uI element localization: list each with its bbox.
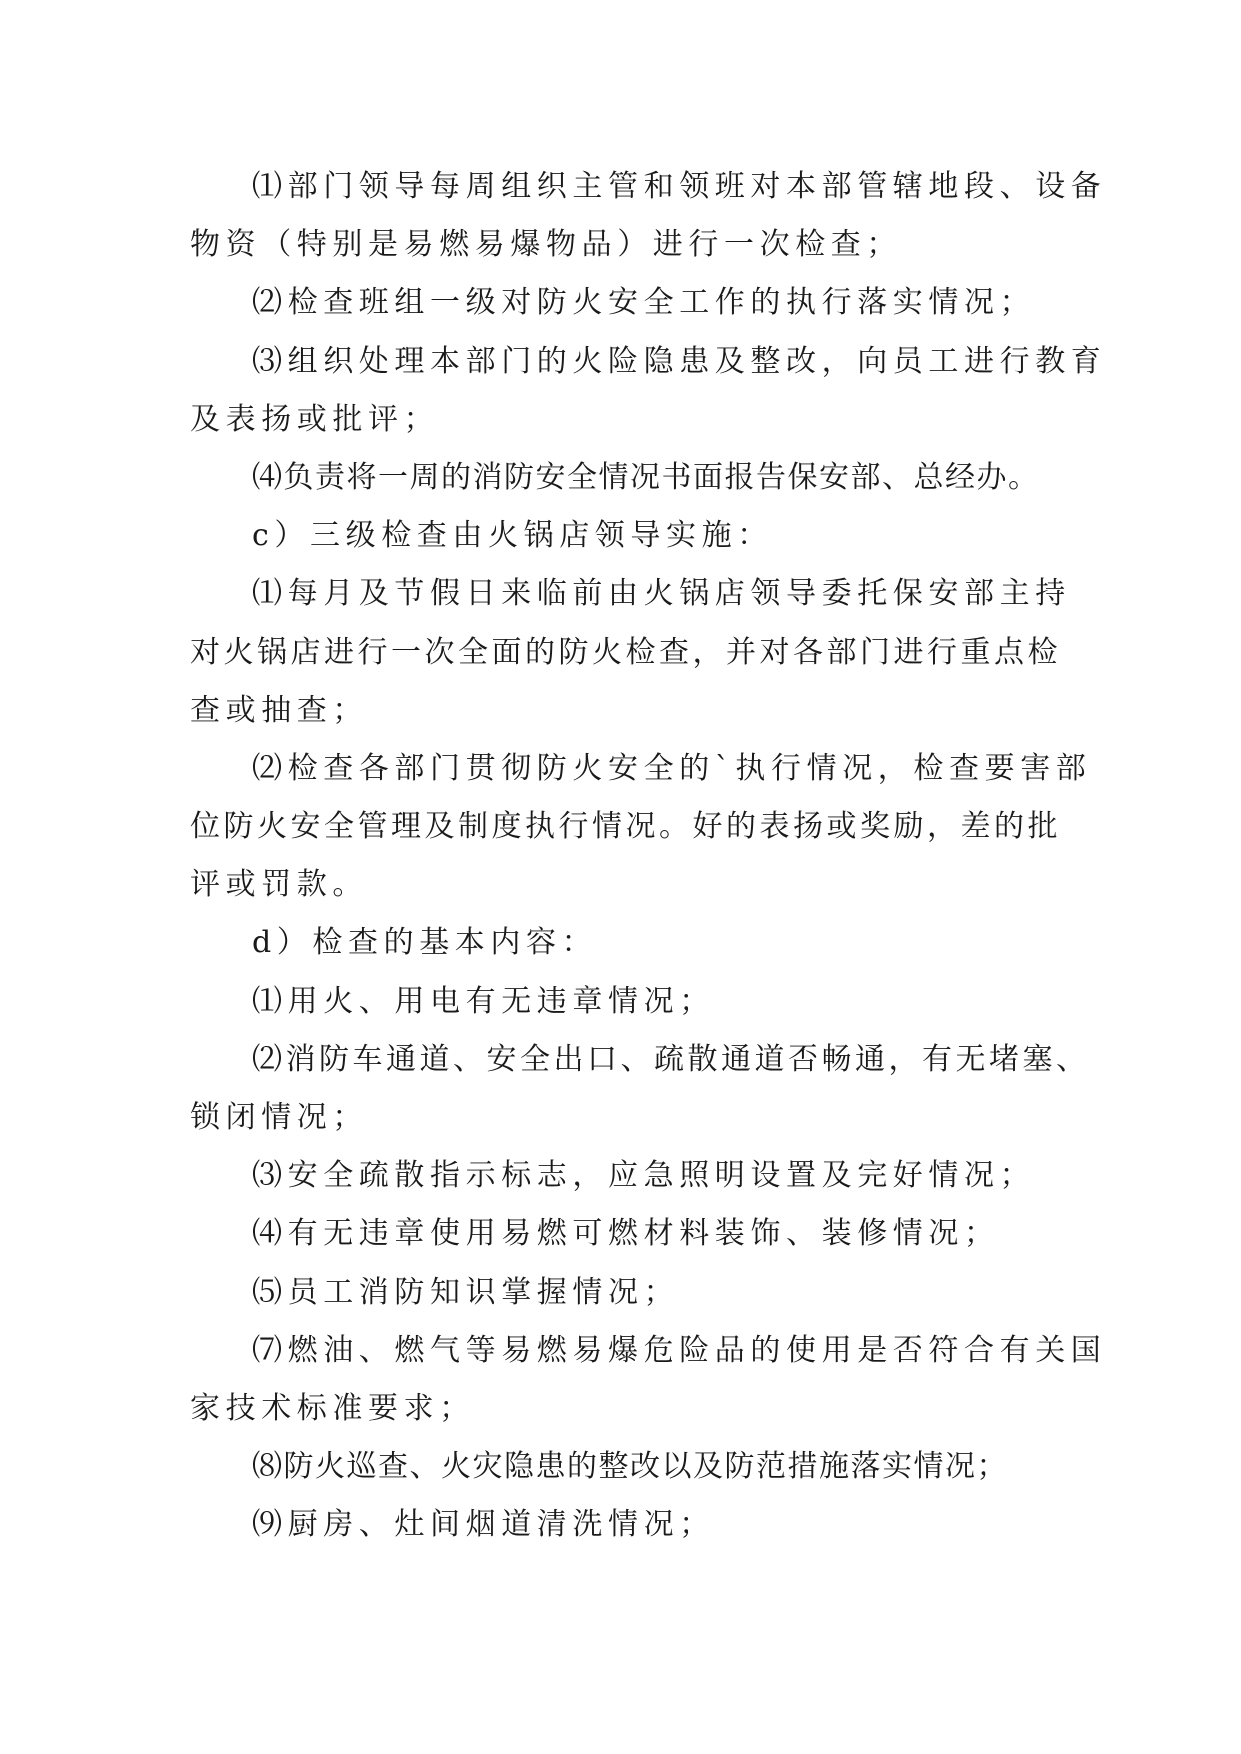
text-line: c）三级检查由火锅店领导实施： bbox=[252, 518, 773, 554]
text-line: 位防火安全管理及制度执行情况。好的表扬或奖励，差的批 bbox=[190, 809, 1061, 845]
text-line: 评或罚款。 bbox=[190, 867, 368, 903]
text-line: 物资（特别是易燃易爆物品）进行一次检查； bbox=[190, 227, 902, 263]
text-line: 对火锅店进行一次全面的防火检查，并对各部门进行重点检 bbox=[190, 634, 1061, 670]
text-line: ⑻防火巡查、火灾隐患的整改以及防范措施落实情况； bbox=[252, 1449, 1008, 1485]
text-line: ⑵检查各部门贯彻防火安全的`执行情况，检查要害部 bbox=[252, 750, 1092, 786]
text-line: 家技术标准要求； bbox=[190, 1390, 475, 1426]
text-line: ⑵检查班组一级对防火安全工作的执行落实情况； bbox=[252, 285, 1036, 321]
text-line: ⑵消防车通道、安全出口、疏散通道否畅通，有无堵塞、 bbox=[252, 1041, 1090, 1077]
text-line: ⑶安全疏散指示标志，应急照明设置及完好情况； bbox=[252, 1158, 1036, 1194]
document-body bbox=[190, 158, 1107, 1555]
text-line: ⑴每月及节假日来临前由火锅店领导委托保安部主持 bbox=[252, 576, 1071, 612]
text-line: 查或抽查； bbox=[190, 692, 368, 728]
text-line: ⑴用火、用电有无违章情况； bbox=[252, 983, 715, 1019]
text-line: ⑺燃油、燃气等易燃易爆危险品的使用是否符合有关国 bbox=[252, 1332, 1107, 1368]
text-line: 及表扬或批评； bbox=[190, 401, 440, 437]
text-line: ⑷负责将一周的消防安全情况书面报告保安部、总经办。 bbox=[252, 459, 1040, 495]
text-line: ⑼厨房、灶间烟道清洗情况； bbox=[252, 1507, 715, 1543]
text-line: ⑷有无违章使用易燃可燃材料装饰、装修情况； bbox=[252, 1216, 1000, 1252]
text-line: ⑸员工消防知识掌握情况； bbox=[252, 1274, 680, 1310]
text-line: 锁闭情况； bbox=[190, 1100, 368, 1135]
text-line: ⑴部门领导每周组织主管和领班对本部管辖地段、设备 bbox=[252, 169, 1107, 204]
text-line: ⑶组织处理本部门的火险隐患及整改，向员工进行教育 bbox=[252, 343, 1107, 379]
text-line: d）检查的基本内容： bbox=[252, 925, 598, 961]
